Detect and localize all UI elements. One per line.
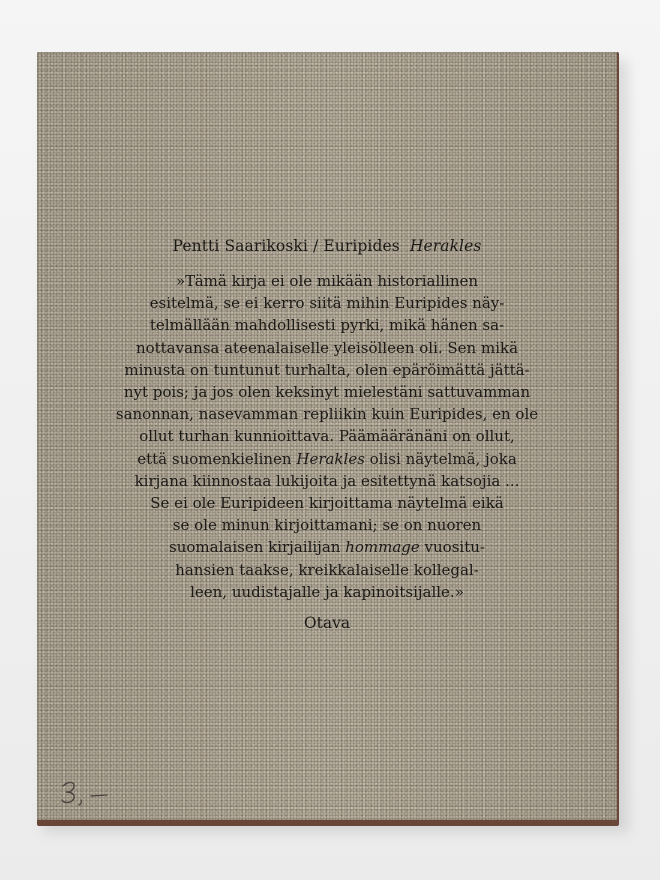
blurb-italic-text: hommage [345,538,420,557]
blurb-line [37,559,617,581]
blurb-line [37,581,617,603]
blurb-line-text: minusta on tuntunut turhalta, olen epäröimättä jättä- [124,360,530,379]
blurb-line-text: esitelmä, se ei kerro siitä mihin Euripides näy- [149,294,505,313]
blurb-line [37,425,617,447]
blurb-line-text: suomalaisen kirjailijan [169,538,346,557]
blurb-line [37,448,617,470]
blurb-line [37,470,617,492]
blurb-line [37,314,617,336]
book-title: Herakles [409,237,482,255]
book-back-cover [37,52,617,820]
blurb-italic-text: Herakles [296,449,365,468]
blurb-line [37,492,617,514]
blurb-line-text: leen, uudistajalle ja kapinoitsijalle.» [190,582,464,601]
blurb-line-text: olisi näytelmä, joka [364,449,517,468]
blurb-line-text: että suomenkielinen [137,449,297,468]
blurb-line-text: vuositu- [419,538,485,557]
handwritten-price-note [57,776,117,806]
blurb-line [37,403,617,425]
blurb-line-text: Se ei ole Euripideen kirjoittama näytelmä eikä [150,494,504,513]
blurb-line [37,270,617,292]
blurb-text [37,270,617,603]
blurb-line [37,292,617,314]
author-line: Pentti Saarikoski / Euripides [172,237,400,255]
publisher-name: Otava [303,614,351,632]
blurb-line-text: hansien taakse, kreikkalaiselle kollegal- [175,560,479,579]
blurb-line [37,514,617,536]
blurb-line-text: nottavansa ateenalaiselle yleisölleen oli. Sen mikä [135,338,519,357]
blurb-line-text: se ole minun kirjoittamani; se on nuoren [172,516,482,535]
blurb-line-text: telmällään mahdollisesti pyrki, mikä hänen sa- [149,316,505,335]
blurb-line [37,359,617,381]
cover-heading [37,237,617,255]
blurb-line [37,536,617,558]
blurb-line [37,381,617,403]
blurb-line-text: sanonnan, nasevamman repliikin kuin Euripides, en ole [115,405,539,424]
blurb-line-text: kirjana kiinnostaa lukijoita ja esitettynä katsojia ... [134,471,520,490]
blurb-line [37,337,617,359]
blurb-line-text: ollut turhan kunnioittava. Päämääränäni on ollut, [139,427,515,446]
blurb-line-text: »Tämä kirja ei ole mikään historiallinen [175,272,479,290]
blurb-line-text: nyt pois; ja jos olen keksinyt mielestäni sattuvamman [123,383,531,402]
